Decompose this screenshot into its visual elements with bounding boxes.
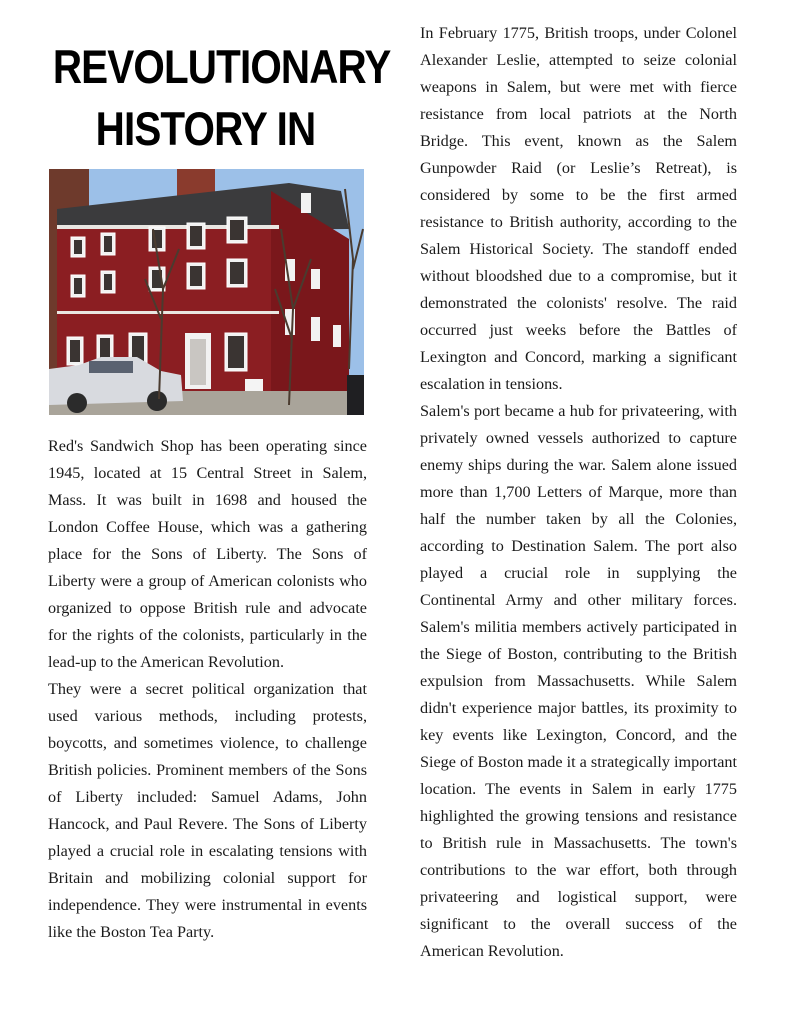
building-photo bbox=[49, 169, 364, 415]
title-line-1: REVOLUTIONARY bbox=[52, 40, 391, 93]
title-line-2: HISTORY IN bbox=[95, 102, 316, 155]
right-column bbox=[420, 20, 737, 965]
left-paragraph-2: They were a secret political organization that used various methods, including protests, boycotts, and sometimes violence, to challenge British policies. Prominent members of the Sons of Liberty included: Samuel Adams, John Hancock, and Paul Revere. The Sons of Liberty played a crucial role in escalating tensions with Britain and mobilizing colonial support for independence. They were instrumental in events like the Boston Tea Party. bbox=[48, 680, 367, 941]
left-paragraph-1: Red's Sandwich Shop has been operating since 1945, located at 15 Central Street in Salem, Mass. It was built in 1698 and housed the London Coffee House, which was a gathering place for the Sons of Liberty. The Sons of Liberty were a group of American colonists who organized to oppose British rule and advocate for the rights of the colonists, particularly in the lead-up to the American Revolution. bbox=[48, 437, 367, 671]
left-column bbox=[48, 433, 367, 946]
right-paragraph-2: Salem's port became a hub for privateering, with privately owned vessels authorized to capture enemy ships during the war. Salem alone issued more than 1,700 Letters of Marque, more than half the number taken by all the Colonies, according to Destination Salem. The port also played a crucial role in supplying the Continental Army and other military forces. Salem's militia members actively participated in the Siege of Boston, contributing to the British expulsion from Massachusetts. While Salem didn't experience major battles, its proximity to key events like Lexington, Concord, and the Siege of Boston made it a strategically important location. The events in Salem in early 1775 highlighted the growing tensions and resistance to British rule in Massachusetts. The town's contributions to the war effort, both through privateering and logistical support, were significant to the overall success of the American Revolution. bbox=[420, 402, 737, 960]
right-paragraph-1: In February 1775, British troops, under Colonel Alexander Leslie, attempted to seize colonial weapons in Salem, but were met with fierce resistance from local patriots at the North Bridge. This event, known as the Salem Gunpowder Raid (or Leslie’s Retreat), is considered by some to be the first armed resistance to British authority, according to the Salem Historical Society. The standoff ended without bloodshed due to a compromise, but it demonstrated the colonists' resolve. The raid occurred just weeks before the Battles of Lexington and Concord, marking a significant escalation in tensions. bbox=[420, 24, 737, 393]
